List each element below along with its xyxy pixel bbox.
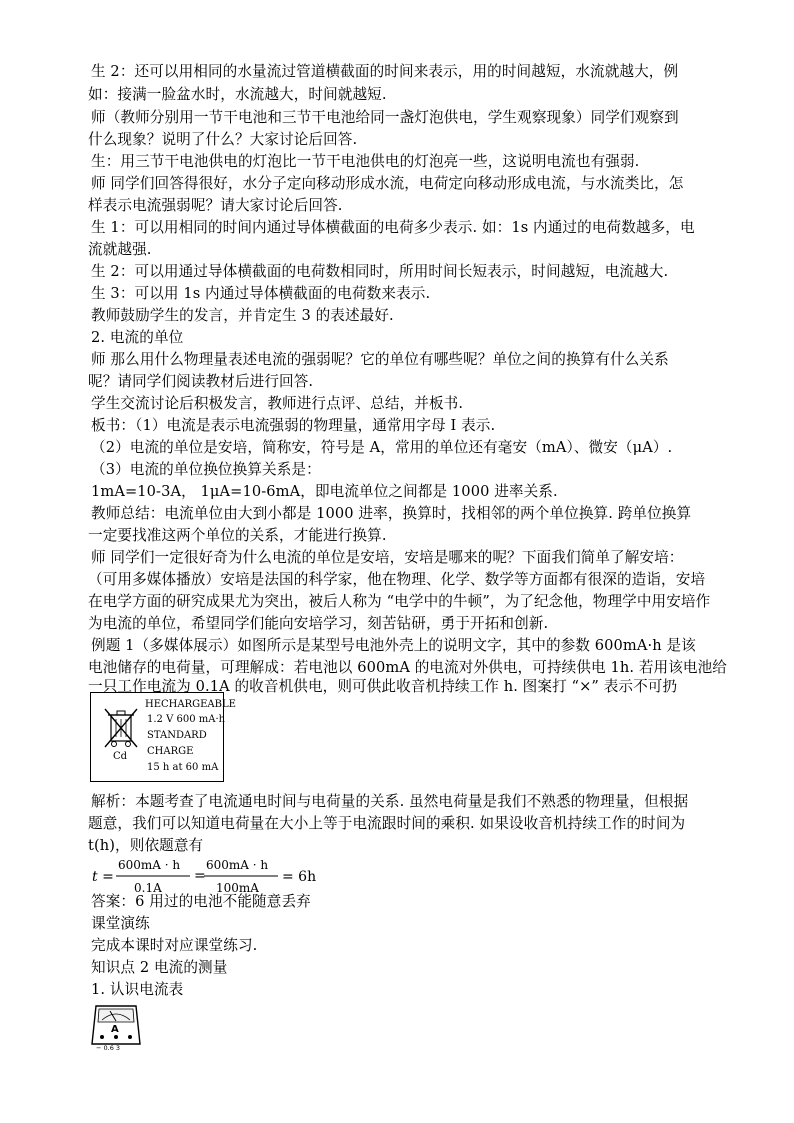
cadmium-symbol: Cd [113,751,128,762]
formula-result: = 6h [282,869,317,885]
paragraph-line: t(h)，则依题意有 [88,837,204,854]
section-heading: 2. 电流的单位 [91,329,184,346]
paragraph-line: 教师总结：电流单位由大到小都是 1000 进率，换算时，找相邻的两个单位换算. 跨单位换算 [91,505,692,522]
formula-den: 0.1A [134,881,162,895]
paragraph-line: 学生交流讨论后积极发言，教师进行点评、总结，并板书. [91,395,464,412]
ammeter-terminals: − 0.6 3 [96,1044,121,1052]
paragraph-line: 电池储存的电荷量，可理解成：若电池以 600mA 的电流对外供电，可持续供电 1h. 若用该电池给 [88,659,727,676]
formula-num: 600mA · h [118,858,181,872]
battery-text: CHARGE [147,746,194,757]
battery-text: 1.2 V 600 mA·h [147,714,226,725]
paragraph-line: 生 2：还可以用相同的水量流过管道横截面的时间来表示，用的时间越短，水流就越大，例 [91,63,679,80]
formula-lhs: t = [92,869,114,885]
paragraph-line: 生 3：可以用 1s 内通过导体横截面的电荷数来表示. [91,285,431,302]
paragraph-line: 例题 1（多媒体展示）如图所示是某型号电池外壳上的说明文字，其中的参数 600mA·h 是该 [91,637,696,654]
paragraph-line: 什么现象？说明了什么？大家讨论后回答. [88,131,358,148]
ammeter-letter: A [111,1024,119,1035]
paragraph-line: 呢？请同学们阅读教材后进行回答. [88,373,314,390]
paragraph-line: 生：用三节干电池供电的灯泡比一节干电池供电的灯泡亮一些，这说明电流也有强弱. [91,153,640,170]
paragraph-line: 样表示电流强弱呢？请大家讨论后回答. [88,197,343,214]
paragraph-line: 生 1：可以用相同的时间内通过导体横截面的电荷多少表示. 如：1s 内通过的电荷数越多，电 [91,219,695,236]
paragraph-line: 题意，我们可以知道电荷量在大小上等于电流跟时间的乘积. 如果设收音机持续工作的时间为 [88,815,686,832]
paragraph-line: （可用多媒体播放）安培是法国的科学家，他在物理、化学、数学等方面都有很深的造诣，安培 [88,571,706,588]
battery-text: 15 h at 60 mA [147,762,219,773]
formula-den: 100mA [216,881,259,895]
paragraph-line: （3）电流的单位换位换算关系是： [91,461,321,478]
paragraph-line: 1mA=10-3A， 1μA=10-6mA，即电流单位之间都是 1000 进率关系. [91,483,558,500]
paragraph-line: 解析：本题考查了电流通电时间与电荷量的关系. 虽然电荷量是我们不熟悉的物理量，但根据 [91,793,689,810]
paragraph-line: 完成本课时对应课堂练习. [91,937,258,954]
paragraph-line: 一只工作电流为 0.1A 的收音机供电，则可供此收音机持续工作 h. 图案打 “×” 表示不可扔 [88,678,678,695]
paragraph-line: 师 那么用什么物理量表述电流的强弱呢？它的单位有哪些呢？单位之间的换算有什么关系 [91,351,669,368]
paragraph-line: 师（教师分别用一节干电池和三节干电池给同一盏灯泡供电，学生观察现象）同学们观察到 [91,109,679,126]
paragraph-line: 师 同学们回答得很好，水分子定向移动形成水流，电荷定向移动形成电流，与水流类比，怎 [91,175,684,192]
ammeter-icon [90,1000,142,1052]
paragraph-line: 板书：（1）电流是表示电流强弱的物理量，通常用字母 I 表示. [91,417,496,434]
battery-text: HECHARGEABLE [145,699,236,710]
paragraph-line: 如：接满一脸盆水时，水流越大，时间就越短. [88,86,387,103]
paragraph-line: 为电流的单位，希望同学们能向安培学习，刻苦钻研，勇于开拓和创新. [88,615,549,632]
crossed-bin-icon [99,701,143,751]
battery-text: STANDARD [147,730,207,741]
battery-label-figure [90,692,236,782]
paragraph-line: 生 2：可以用通过导体横截面的电荷数相同时，所用时间长短表示，时间越短，电流越大. [91,263,669,280]
paragraph-line: 一定要找准这两个单位的关系，才能进行换算. [88,527,387,544]
paragraph-line: 教师鼓励学生的发言，并肯定生 3 的表述最好. [91,307,394,324]
section-heading: 知识点 2 电流的测量 [91,959,228,976]
paragraph-line: 师 同学们一定很好奇为什么电流的单位是安培，安培是哪来的呢？下面我们简单了解安培： [91,549,684,566]
section-heading: 1. 认识电流表 [91,981,184,998]
paragraph-line: 流就越强. [88,241,152,258]
answer-line: 答案：6 用过的电池不能随意丢弃 [91,893,311,910]
paragraph-line: 在电学方面的研究成果尤为突出，被后人称为 “电学中的牛顿”，为了纪念他，物理学中用安培作 [88,593,711,610]
svg-text:=: = [194,868,206,884]
paragraph-line: （2）电流的单位是安培，简称安，符号是 A，常用的单位还有毫安（mA）、微安（μA）. [91,439,673,456]
section-heading: 课堂演练 [91,915,150,932]
formula-num: 600mA · h [206,858,269,872]
